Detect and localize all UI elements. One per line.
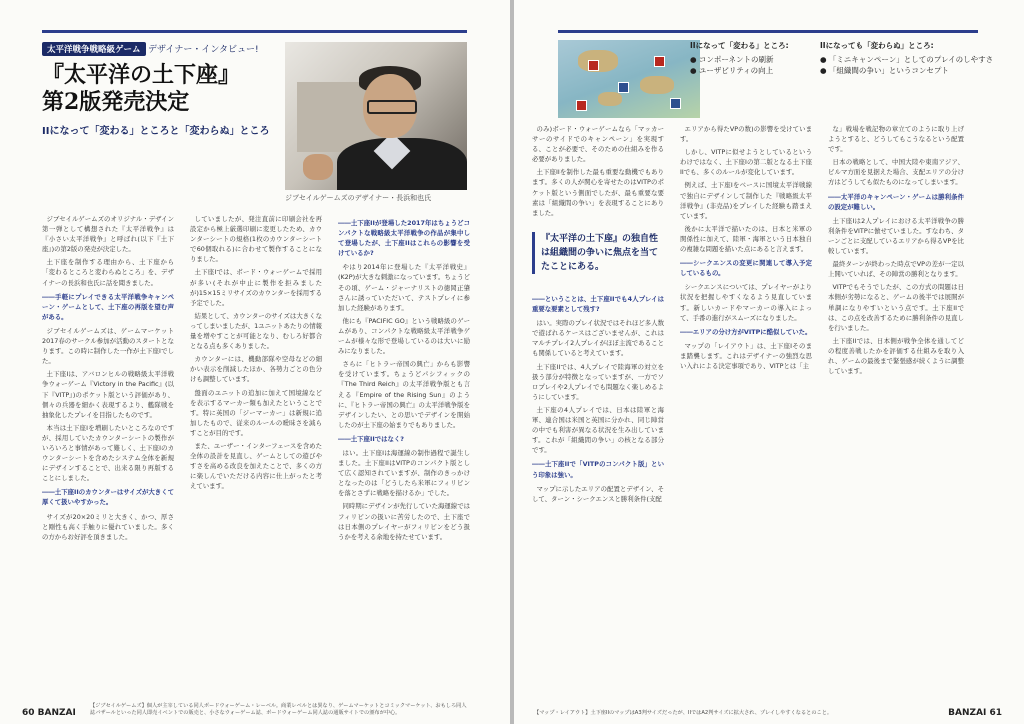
paragraph: VITPでもそうでしたが、この方式の問題は日本側が劣勢になると、ゲームの後半では展開が単調になりやすいという点です。土下座IIでは、この点を改善するために勝利条件の見直しを行いました。 bbox=[828, 283, 964, 332]
changes-box bbox=[690, 40, 789, 76]
title-line-2: 第2版発売決定 bbox=[42, 89, 190, 115]
paragraph: 土下座IIでは、4人プレイで陸海軍の対立を扱う部分が特徴となっていますが、一方でソロプレイや2人プレイでも問題なく楽しめるようにしています。 bbox=[532, 362, 664, 401]
article-title bbox=[42, 62, 292, 116]
right-column-a bbox=[532, 290, 664, 690]
magazine-brand: BANZAI bbox=[948, 708, 987, 718]
paragraph: 土下座の4人プレイでは、日本は陸軍と海軍、連合国は米国と英国に分かれ、同じ陣営の中でも利害が異なる状況を生み出しています。これが「組織間の争い」の核となる部分です。 bbox=[532, 405, 664, 455]
paragraph: 日本の戦略として、中国大陸や東南アジア、ビルマ方面を見据えた場合、支配エリアの分け方はどうしても似たものになってしまいます。 bbox=[828, 158, 964, 187]
question-heading: ――エリアの分け方がVITPに酷似していた。 bbox=[680, 327, 812, 336]
page-folio bbox=[22, 708, 76, 718]
page-number: 60 bbox=[22, 708, 35, 718]
page-folio bbox=[948, 708, 1002, 718]
paragraph: 土下座Iは、アバロンヒルの戦略級太平洋戦争ウォーゲーム『Victory in the Pacific』(以下『VITP』)のポケット版という評価があり、個々の兵器を細かく表現するより、艦隊戦を抽象化したプレイを目指したものです。 bbox=[42, 370, 174, 419]
question-heading: ――太平洋のキャンペーン・ゲームは勝利条件の設定が難しい。 bbox=[828, 192, 964, 211]
paragraph: な」戦場を戦記物の章立てのように取り上げようとすると、どうしてもこうなるという配置です。 bbox=[828, 125, 964, 154]
series-tag: 太平洋戦争戦略級ゲーム bbox=[42, 42, 146, 56]
game-board-photo bbox=[558, 40, 700, 118]
paragraph: 土下座IIを制作した最も重要な動機でもあります。多くの人が関心を寄せたのはVITPのポケット版という側面でしたが、最も重要な要素は「組織間の争い」を表現することにありました。 bbox=[532, 168, 664, 217]
paragraph: 盤面のユニットの追加に加えて国境線などを表示するマーカー類も加えたということです。特に英国の「ジーマーカー」は新規に追加したもので、従来のルールの曖昧さを減らすことが目的です。 bbox=[190, 388, 322, 437]
paragraph: マップの「レイアウト」は、土下座Iそのまま踏襲します。これはデザイナーの強烈な思い入れによる決定事項であり、VITPとは「主 bbox=[680, 341, 812, 370]
paragraph: サイズが20×20ミリと大きく、かつ、厚さと剛性も高く手触りに優れていました。多くの方からお好評を頂きました。 bbox=[42, 512, 174, 541]
question-heading: ――土下座IIのカウンターはサイズが大きくて厚くて扱いやすかった。 bbox=[42, 488, 174, 507]
header-rule bbox=[42, 30, 467, 33]
paragraph: 土下座Iは2人プレイにおける太平洋戦争の勝利条件をVITPに倣せていました。すなわち、ターンごとに支配しているエリアから得るVPを比較しています。 bbox=[828, 216, 964, 256]
left-column-2 bbox=[190, 214, 322, 694]
right-column-a-top bbox=[532, 124, 664, 224]
header-rule bbox=[558, 30, 978, 33]
paragraph: 土下座Iでは、ボード・ウォーゲームで採用が多い(それが中止に製作を拒みましたが)15×15ミリサイズのカウンターを採用する予定でした。 bbox=[190, 268, 322, 307]
unchanged-box bbox=[820, 40, 993, 76]
paragraph: しかし、VITPに似せようとしているというわけではなく、土下座Iの第二版となる土下座IIでも、多くのルールが変化しています。 bbox=[680, 148, 812, 177]
title-line-1: 『太平洋の土下座』 bbox=[42, 62, 241, 88]
page-number: 61 bbox=[989, 708, 1002, 718]
unchanged-title: IIになっても「変わらぬ」ところ: bbox=[820, 41, 934, 50]
footnote: 【マップ・レイアウト】土下座IIのマップはA3判サイズだったが、IIではA2判サイズに拡大され、プレイしやすくなるとのこと。 bbox=[534, 710, 833, 716]
left-column-1 bbox=[42, 214, 174, 694]
paragraph: 土下座を制作する理由から、土下座から「変わるところと変わらぬところ」を、デザイナーの長浜和也氏に話を聞きました。 bbox=[42, 258, 174, 287]
paragraph: 例えば、土下座Iをベースに国境太平洋戦線で独自にデザインして制作した『戦略級太平洋戦争』(非売品)をプレイした経験も踏まえています。 bbox=[680, 181, 812, 220]
unchanged-item: ● 「ミニキャンペーン」としてのプレイのしやすさ bbox=[820, 55, 994, 64]
paragraph: はい。土下座Iは海運線の制作過程で誕生しました。土下座IIはVITPのコンパクト版として広く認知されていますが、制作のきっかけとなったのは「どうしたら米軍にフィリピンを落とさずに戦略を描けるか」でした。 bbox=[338, 448, 470, 498]
paragraph: また、ユーザー・インターフェースを含めた全体の設計を見直し、ゲームとしての遊びやすさを高める改良を加えたことで、多くの方に楽しんでいただける内容に仕上がったと考えています。 bbox=[190, 441, 322, 491]
paragraph: 本当は土下座Iを増刷したいところなのですが、採用していたカウンターシートの製作がいろいろと事情があって難しく、土下座Iのカウンターシートを含めたシステム全体を新規にデザインすることで、出来る限り再版することにしました。 bbox=[42, 423, 174, 483]
question-heading: ――土下座IIが登場した2017年はちょうどコンパクトな戦略級太平洋戦争の作品が集中して登場したが、土下座IIはこれらの影響を受けているか? bbox=[338, 219, 470, 258]
right-page bbox=[514, 0, 1024, 724]
paragraph: 同時期にデザインが先行していた海運線ではフィリピンの扱いに苦労したので、土下座では日本側のプレイヤーがフィリピンをどう扱うかを考える余地を持たせています。 bbox=[338, 502, 470, 541]
paragraph: シークエンスについては、プレイヤーがより状況を把握しやすくなるよう見直しています。新しいカードやマーカーの導入によって、手番の進行がスムーズになりました。 bbox=[680, 283, 812, 322]
left-column-3 bbox=[338, 214, 470, 694]
paragraph: ジブセイルゲームズは、ゲームマーケット2017春のサークル参加が活動のスタートとなります。この時に制作した一作が土下座Iでした。 bbox=[42, 326, 174, 366]
paragraph: マップに示したエリアの配置とデザイン、そして、ターン・シークエンスと勝利条件(支配 bbox=[532, 484, 664, 503]
paragraph: エリアから得たVPの数)の影響を受けています。 bbox=[680, 125, 812, 144]
question-heading: ――シークエンスの変更に関連して導入予定しているもの。 bbox=[680, 259, 812, 278]
changes-title: IIになって「変わる」ところ: bbox=[690, 41, 789, 50]
question-heading: ――土下座IIで「VITPのコンパクト版」という印象は強い。 bbox=[532, 460, 664, 479]
pull-quote: 『太平洋の土下座』の独自性は組織間の争いに焦点を当てたことにある。 bbox=[532, 232, 661, 274]
right-column-c bbox=[828, 124, 964, 690]
magazine-brand: BANZAI bbox=[37, 708, 76, 718]
paragraph: 後かに太平洋で描いたのは、日本と米軍の関係性に加えて、陸軍・海軍という日本独自の複雑な問題を描いた点にあると言えます。 bbox=[680, 224, 812, 254]
series-subtitle: デザイナー・インタビュー! bbox=[148, 45, 259, 55]
paragraph: はい。実際のプレイ状況ではそれほど多人数で遊ばれるケースはございませんが、これはマルチプレイ2人プレイがほぼ主流であることも関係していると考えています。 bbox=[532, 319, 664, 358]
left-page bbox=[0, 0, 510, 724]
unchanged-item: ● 「組織間の争い」というコンセプト bbox=[820, 66, 949, 75]
paragraph: さらに「ヒトラー帝国の興亡」からも影響を受けています。ちょうどパシフィックの『The Third Reich』の太平洋戦争版とも言える『Empire of the Rising Sun』のように、『ヒトラー帝国の興亡』の太平洋戦争版をデザインしたい、との思いでデザインを開始したのが土下座の始まりでもありました。 bbox=[338, 360, 470, 429]
question-heading: ――手軽にプレイできる太平洋戦争キャンペーン・ゲームとして、土下座の再版を望む声がある。 bbox=[42, 292, 174, 321]
changes-item: ● ユーザビリティの向上 bbox=[690, 66, 774, 75]
photo-caption: ジブセイルゲームズのデザイナー・長浜和也氏 bbox=[285, 194, 432, 202]
question-heading: ――ということは、土下座IIでも4人プレイは重要な要素として残す? bbox=[532, 295, 664, 314]
paragraph: やはり2014年に登場した『太平洋戦史』(K2P)が大きな刺激になっています。ちょうどその頃、ゲーム・ジャーナリストの徳岡正肇さんに誘っていただいて、テストプレイに参加した経験があります。 bbox=[338, 263, 470, 312]
changes-item: ● コンポーネントの刷新 bbox=[690, 55, 774, 64]
question-heading: ――土下座IIではなく? bbox=[338, 434, 404, 443]
article-subtitle: IIになって「変わる」ところと「変わらぬ」ところ bbox=[42, 126, 270, 137]
right-column-b bbox=[680, 124, 812, 690]
paragraph: 他にも『PACIFIC GO』という戦略級のゲームがあり、コンパクトな戦略級太平洋戦争ゲームが様々な形で登場しているのは大いに励みになりました。 bbox=[338, 316, 470, 356]
paragraph: 最終ターンが終わった時点でVPの差が一定以上開いていれば、その陣営の勝利となります。 bbox=[828, 260, 964, 279]
paragraph: 土下座IIでは、日本側が戦争全体を通してどの程度善戦したかを評価する仕組みを取り入れ、ゲームの最後まで緊張感が続くように調整しています。 bbox=[828, 336, 964, 376]
paragraph: 結果として、カウンターのサイズは大きくなってしまいましたが、1ユニットあたりの情報量を増やすことが可能となり、むしろ好都合となる点も多くありました。 bbox=[190, 311, 322, 351]
paragraph: カウンターには、機動部隊や空母などの細かい表示を削減したほか、各勢力ごとの色分けも調整しています。 bbox=[190, 355, 322, 384]
footnote: 【ジブセイルゲームズ】個人が主宰している同人ボードウォーゲーム・レーベル。商業レベルとは異なり、ゲームマーケットとコミックマーケット、おもしろ同人誌バザールといった同人即売イベントでの販売と、小さなウォーゲーム誌、ボードウォーゲーム同人誌の通販サイトでの頒布が中心。 bbox=[90, 703, 467, 716]
paragraph: していましたが、発注直前に印刷会社を再設定から極上厳選印刷に変更したため、カウンターシートの規格(1枚のカウンターシートで60個取れる)に合わせて製作することになりました。 bbox=[190, 215, 322, 264]
paragraph: ジブセイルゲームズのオリジナル・デザイン第一弾として構想された『太平洋戦争』は『小さい太平洋戦争』と呼ばれ(以下『土下座』)の第2版の発売が決定した。 bbox=[42, 215, 174, 254]
designer-photo bbox=[285, 42, 467, 190]
paragraph: のみ)ボード・ウォーゲームなら「マッカーサーのサイドでのキャンペーン」を実現する、ことが必要で、そのための仕組みを作る必要がありました。 bbox=[532, 125, 664, 164]
